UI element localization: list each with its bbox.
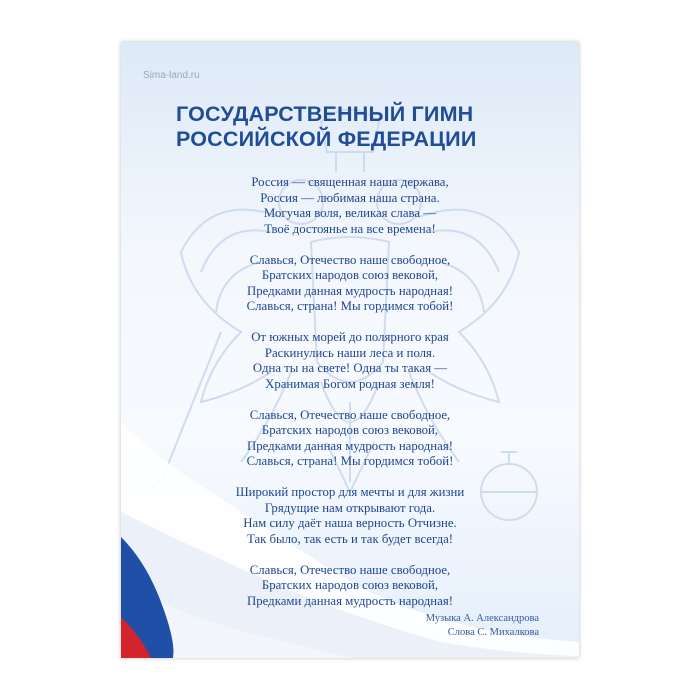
watermark: Sima-land.ru xyxy=(143,70,200,81)
lyric-line: Славься, Отечество наше свободное, xyxy=(249,407,451,422)
lyric-line: Предками данная мудрость народная! xyxy=(247,283,453,298)
lyric-line: Славься, Отечество наше свободное, xyxy=(249,562,451,577)
lyric-line: Твоё достоянье на все времена! xyxy=(264,221,436,236)
lyric-line: Россия — любимая наша страна. xyxy=(260,190,440,205)
stanza-2 xyxy=(175,253,525,315)
lyric-line: Славься, страна! Мы гордимся тобой! xyxy=(246,454,454,468)
lyric-line: Братских народов союз вековой, xyxy=(261,423,439,437)
lyric-line: От южных морей до полярного края xyxy=(251,330,449,344)
anthem-credits xyxy=(426,612,539,640)
lyric-line: Так было, так есть и так будет всегда! xyxy=(246,531,454,546)
lyric-line: Нам силу даёт наша верность Отчизне. xyxy=(243,516,457,530)
lyric-line: Предками данная мудрость народная! xyxy=(247,593,453,608)
title-line-2: РОССИЙСКОЙ ФЕДЕРАЦИИ xyxy=(176,127,477,151)
lyric-line: Предками данная мудрость народная! xyxy=(247,438,453,453)
lyric-line: Братских народов союз вековой, xyxy=(261,268,439,282)
stanza-3 xyxy=(175,330,525,392)
words-credit: Слова С. Михалкова xyxy=(447,627,539,638)
anthem-title xyxy=(176,102,536,152)
stanza-1 xyxy=(175,175,525,237)
lyric-line: Славься, страна! Мы гордимся тобой! xyxy=(246,299,454,313)
stanza-4 xyxy=(175,408,525,470)
lyric-line: Братских народов союз вековой, xyxy=(261,578,439,592)
lyric-line: Грядущие нам открывают года. xyxy=(264,500,436,515)
lyric-line: Славься, Отечество наше свободное, xyxy=(249,252,451,267)
anthem-lyrics xyxy=(175,175,525,625)
lyric-line: Одна ты на свете! Одна ты такая — xyxy=(252,361,448,375)
lyric-line: Хранимая Богом родная земля! xyxy=(265,376,435,391)
lyric-line: Могучая воля, великая слава — xyxy=(263,206,437,220)
title-line-1: ГОСУДАРСТВЕННЫЙ ГИМН xyxy=(176,102,474,126)
lyric-line: Раскинулись наши леса и поля. xyxy=(264,345,436,360)
stanza-5 xyxy=(175,485,525,547)
lyric-line: Широкий простор для мечты и для жизни xyxy=(235,485,465,499)
lyric-line: Россия — священная наша держава, xyxy=(251,175,449,189)
anthem-poster xyxy=(121,42,579,658)
stanza-6 xyxy=(175,563,525,610)
music-credit: Музыка А. Александрова xyxy=(425,613,539,624)
